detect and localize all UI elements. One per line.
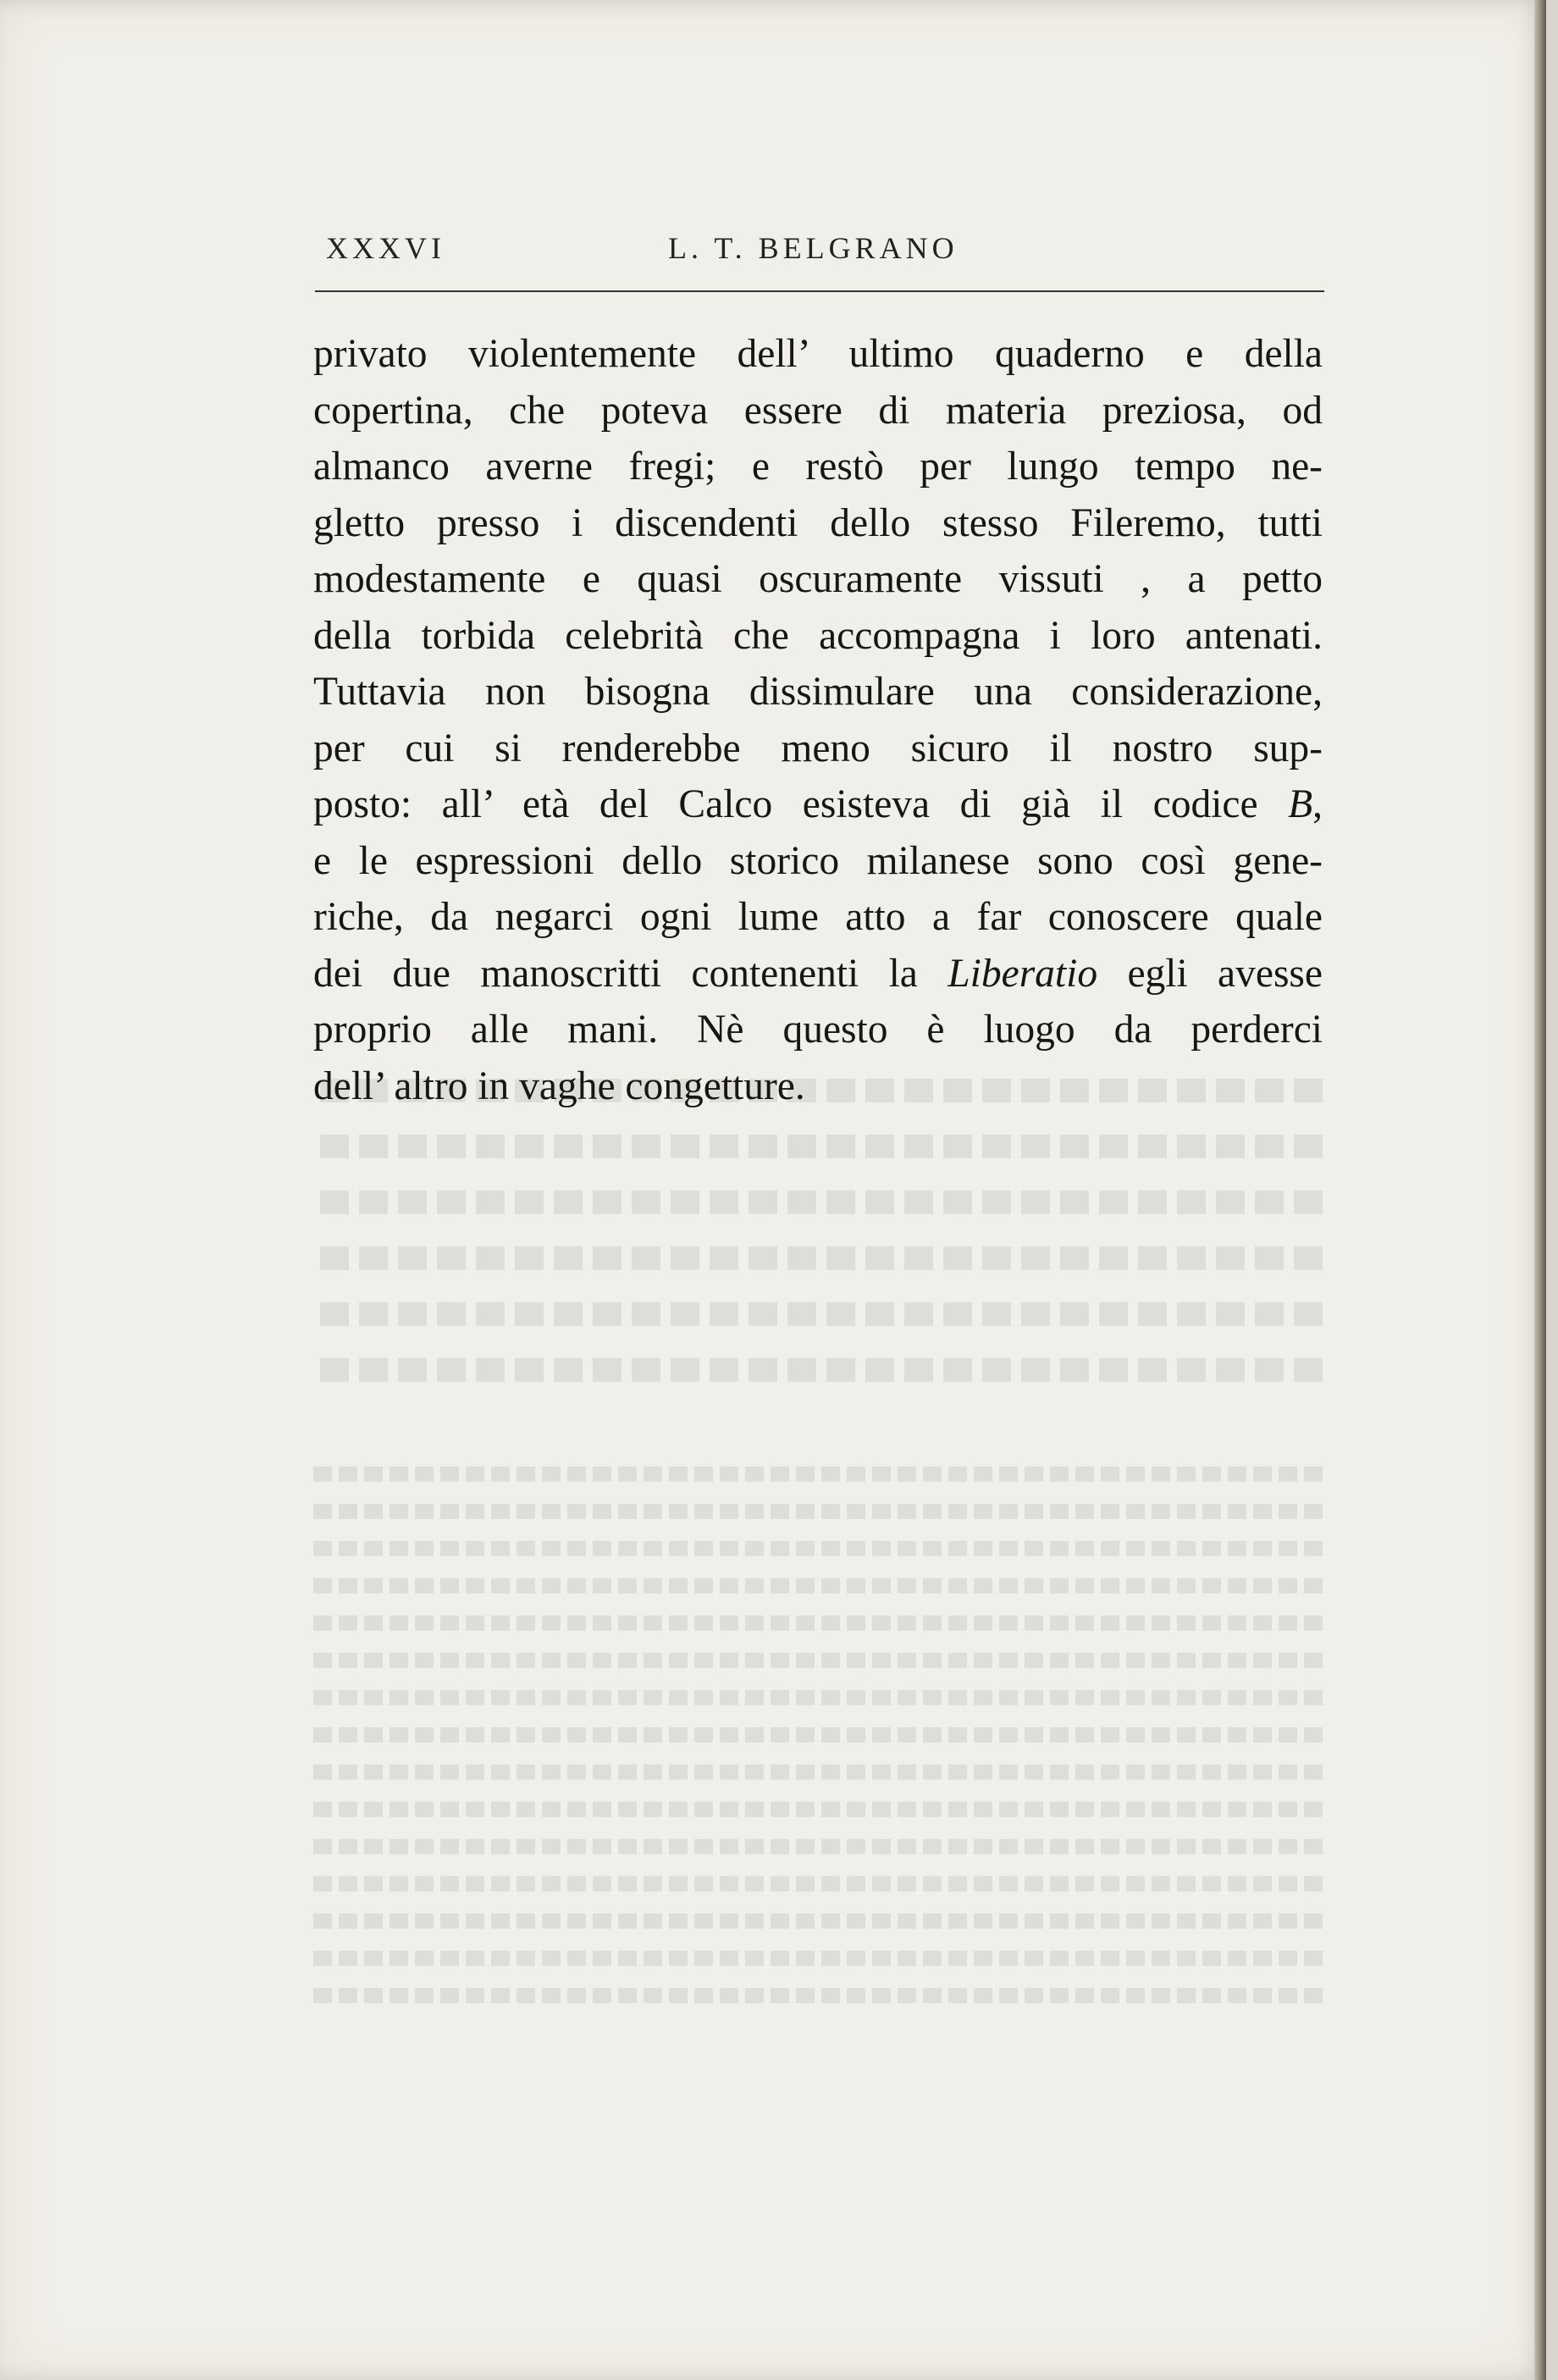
text-line bbox=[313, 326, 1323, 383]
text-line bbox=[313, 833, 1323, 890]
text-segment: copertina, che poteva essere di materia preziosa, od bbox=[313, 388, 1323, 433]
text-segment: privato violentemente dell’ ultimo quaderno e della bbox=[313, 332, 1323, 376]
text-line bbox=[313, 383, 1323, 439]
text-segment: Tuttavia non bisogna dissimulare una considerazione, bbox=[313, 670, 1323, 714]
text-segment: per cui si renderebbe meno sicuro il nostro sup- bbox=[313, 726, 1323, 770]
text-segment: , bbox=[1312, 782, 1323, 826]
text-segment: proprio alle mani. Nè questo è luogo da perderci bbox=[313, 1008, 1323, 1052]
page-edge-shadow bbox=[1534, 0, 1546, 2380]
text-segment: e le espressioni dello storico milanese sono così gene- bbox=[313, 838, 1323, 883]
text-line bbox=[313, 946, 1323, 1002]
running-head bbox=[326, 230, 1325, 276]
text-line bbox=[313, 608, 1323, 665]
text-line bbox=[313, 495, 1323, 552]
text-segment: della torbida celebrità che accompagna i loro antenati. bbox=[313, 613, 1323, 658]
text-line bbox=[313, 721, 1323, 777]
italic-term: Liberatio bbox=[948, 951, 1098, 996]
bleed-through-text bbox=[313, 1060, 1323, 2076]
text-segment: modestamente e quasi oscuramente vissuti , a petto bbox=[313, 557, 1323, 601]
text-segment: riche, da negarci ogni lume atto a far conoscere quale bbox=[313, 895, 1323, 939]
text-segment: dei due manoscritti contenenti la bbox=[313, 951, 948, 996]
italic-term: B bbox=[1288, 782, 1313, 826]
text-segment: dell’ altro in vaghe congetture. bbox=[313, 1063, 805, 1108]
text-line bbox=[313, 776, 1323, 833]
text-line bbox=[313, 664, 1323, 721]
text-segment: gletto presso i discendenti dello stesso Fileremo, tutti bbox=[313, 500, 1323, 545]
text-line bbox=[313, 1058, 1323, 1115]
body-paragraph bbox=[313, 326, 1323, 1114]
page-number: XXXVI bbox=[326, 231, 445, 265]
header-rule bbox=[315, 290, 1324, 292]
text-segment: egli avesse bbox=[1097, 951, 1323, 996]
text-line bbox=[313, 439, 1323, 495]
running-title: L. T. BELGRANO bbox=[668, 231, 959, 265]
text-segment: almanco averne fregi; e restò per lungo tempo ne- bbox=[313, 445, 1323, 489]
text-line bbox=[313, 551, 1323, 608]
text-segment: posto: all’ età del Calco esisteva di già il codice bbox=[313, 782, 1289, 826]
text-line bbox=[313, 1002, 1323, 1058]
text-line bbox=[313, 889, 1323, 946]
